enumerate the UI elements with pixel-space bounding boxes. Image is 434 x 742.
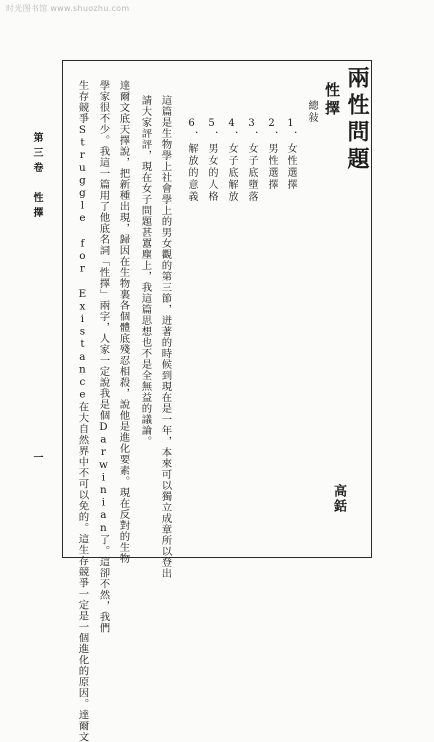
- toc-item: 3．女子底墮落: [246, 118, 257, 203]
- toc-item: 5．男女的人格: [206, 118, 217, 203]
- author-name: 高銛: [331, 484, 346, 514]
- toc-heading: 總敍: [306, 100, 317, 124]
- body-line: 達爾文底天擇說，把新種出現，歸因在生物裏各個體底殘忍相殺，說他是進化要素。現在反對的生物: [117, 80, 130, 564]
- body-line: 學家很不少。我這一篇用了他底名詞「性擇」兩字，人家一定說我是個Darwinian了。這卻不然，我們: [97, 80, 110, 634]
- body-line: 請大家評評，現在女子問題甚囂塵上，我這篇思想也不是全無益的議論。: [139, 95, 152, 447]
- article-title: 兩性問題: [344, 66, 370, 174]
- article-subtitle: 性擇: [323, 82, 341, 118]
- toc-item: 4．女子底解放: [226, 118, 237, 203]
- watermark: 时光图书馆 www.shuozhu.com: [6, 4, 130, 13]
- toc-item: 1．女性選擇: [285, 118, 296, 191]
- toc-item: 6．解放的意義: [186, 118, 197, 203]
- running-head: 第三卷 性擇: [31, 132, 42, 222]
- toc-item: 2．男性選擇: [266, 118, 277, 191]
- page-number: 一: [31, 452, 42, 467]
- body-line: 生存競爭Struggle for Existance在大自然界中不可以免的。這生存競爭一定是一個進化的原因。達爾文: [76, 80, 89, 742]
- body-line: 這篇是生物學上社會學上的男女觀的第三節，迸著的時候到現在是一年，本來可以獨立成章所以登出: [159, 95, 172, 579]
